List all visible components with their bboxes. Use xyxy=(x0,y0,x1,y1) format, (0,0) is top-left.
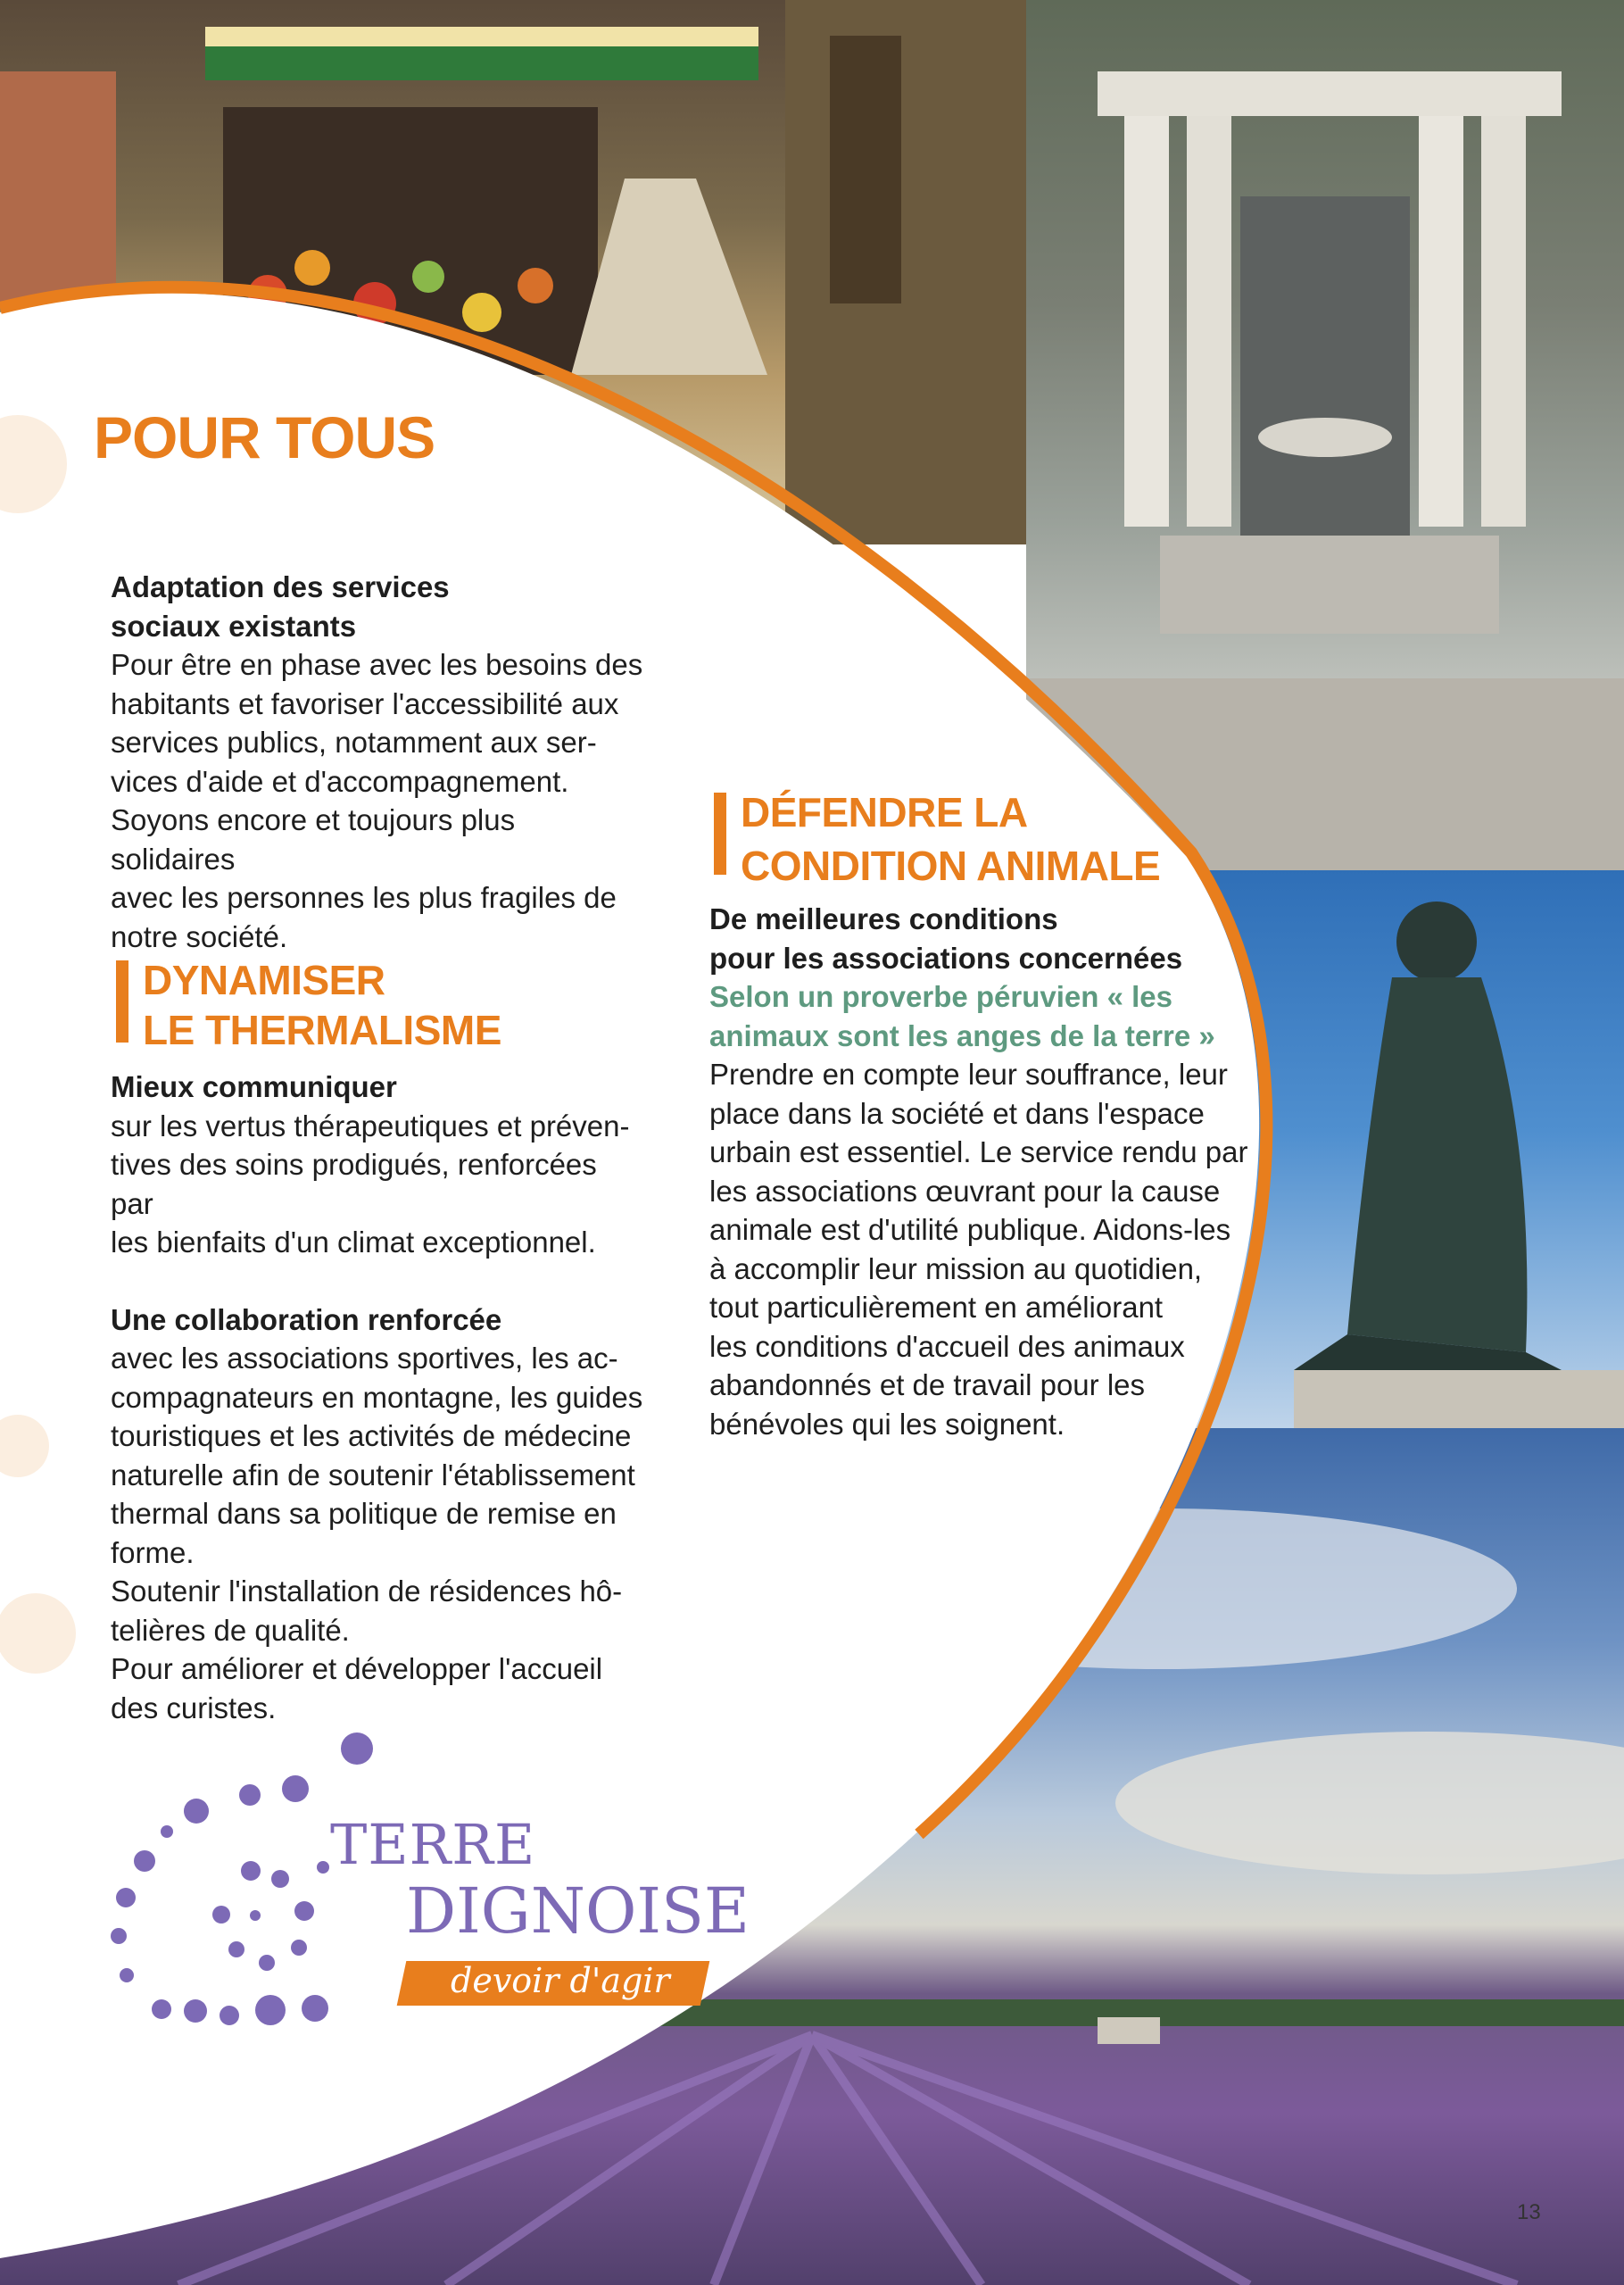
logo-dot xyxy=(302,1995,328,2022)
logo-dot xyxy=(228,1941,244,1957)
section-title-line: DÉFENDRE LA xyxy=(741,789,1028,835)
text-line: vices d'aide et d'accompagnement. xyxy=(111,764,569,798)
text-line: habitants et favoriser l'accessibilité aux xyxy=(111,686,619,720)
text-line: place dans la société et dans l'espace xyxy=(709,1096,1205,1130)
text-line: animale est d'utilité publique. Aidons-les xyxy=(709,1213,1231,1246)
text-line: les associations œuvrant pour la cause xyxy=(709,1174,1221,1208)
text-line: bénévoles qui les soignent. xyxy=(709,1407,1065,1441)
text-line: forme. xyxy=(111,1535,195,1569)
section-title-line: CONDITION ANIMALE xyxy=(741,843,1161,889)
subheading: Mieux communiquer xyxy=(111,1070,397,1103)
text-line: tives des soins prodigués, renforcées par xyxy=(111,1148,597,1220)
text-line: Prendre en compte leur souffrance, leur xyxy=(709,1058,1228,1091)
text-line: notre société. xyxy=(111,919,288,953)
text-line: Soutenir l'installation de résidences hô- xyxy=(111,1575,623,1608)
text-line: à accomplir leur mission au quotidien, xyxy=(709,1251,1203,1285)
logo-dot xyxy=(239,1784,261,1806)
text-line: Pour améliorer et développer l'accueil xyxy=(111,1652,603,1685)
text-line: Pour être en phase avec les besoins des xyxy=(111,648,643,681)
logo-dot xyxy=(241,1861,261,1881)
logo-dot xyxy=(152,1999,171,2019)
logo-dot xyxy=(271,1870,289,1888)
block-title: Adaptation des services xyxy=(111,570,450,603)
logo-dot xyxy=(184,1799,209,1824)
subheading: Une collaboration renforcée xyxy=(111,1302,502,1336)
logo-dot xyxy=(250,1910,261,1921)
logo-dot xyxy=(134,1850,155,1872)
section-bar xyxy=(116,960,128,1043)
logo-dot xyxy=(161,1825,173,1838)
section-title-line: DYNAMISER xyxy=(143,957,385,1003)
thermalisme-section-title xyxy=(116,953,651,1060)
section-title-line: LE THERMALISME xyxy=(143,1007,501,1053)
text-line: avec les associations sportives, les ac- xyxy=(111,1342,618,1375)
logo-dot xyxy=(111,1928,127,1944)
block-title: sociaux existants xyxy=(111,609,357,643)
logo-dot xyxy=(255,1995,286,2025)
terre-dignoise-logo xyxy=(107,1727,750,2057)
text-line: abandonnés et de travail pour les xyxy=(709,1368,1146,1401)
logo-dot xyxy=(341,1732,373,1765)
text-line: les conditions d'accueil des animaux xyxy=(709,1329,1185,1363)
logo-dot xyxy=(120,1968,134,1982)
text-line: avec les personnes les plus fragiles de xyxy=(111,881,617,914)
logo-dot xyxy=(317,1861,329,1874)
logo-text-dignoise: DIGNOISE xyxy=(406,1874,750,1948)
text-line: des curistes. xyxy=(111,1691,277,1724)
logo-dot xyxy=(116,1888,136,1907)
animal-section-title xyxy=(714,785,1214,893)
text-line: tout particulièrement en améliorant xyxy=(709,1291,1164,1324)
logo-text-terre: TERRE xyxy=(330,1812,536,1877)
logo-tagline: devoir d'agir xyxy=(451,1961,670,2000)
text-line: les bienfaits d'un climat exceptionnel. xyxy=(111,1226,596,1259)
logo-dot xyxy=(282,1775,309,1802)
logo-dot xyxy=(294,1901,314,1921)
text-line: sur les vertus thérapeutiques et préven- xyxy=(111,1109,630,1142)
subheading: De meilleures conditions xyxy=(709,902,1058,935)
logo-dot xyxy=(220,2006,239,2025)
text-line: Soyons encore et toujours plus solidaires xyxy=(111,803,516,876)
text-line: naturelle afin de soutenir l'établissement xyxy=(111,1458,635,1491)
text-line: compagnateurs en montagne, les guides xyxy=(111,1380,643,1414)
logo-dot xyxy=(184,1999,207,2023)
proverb-quote: Selon un proverbe péruvien « les xyxy=(709,980,1172,1013)
page-number: 13 xyxy=(1517,2200,1541,2224)
logo-dot xyxy=(212,1906,230,1924)
social-services-block xyxy=(111,568,646,956)
thermalisme-block xyxy=(111,1068,646,1727)
text-line: touristiques et les activités de médecine xyxy=(111,1419,632,1452)
text-line: services publics, notamment aux ser- xyxy=(111,726,597,759)
section-bar xyxy=(714,793,726,875)
text-line: thermal dans sa politique de remise en xyxy=(111,1497,617,1530)
page-heading: POUR TOUS xyxy=(94,404,435,470)
proverb-quote: animaux sont les anges de la terre » xyxy=(709,1018,1215,1052)
subheading: pour les associations concernées xyxy=(709,941,1183,975)
text-line: urbain est essentiel. Le service rendu par xyxy=(709,1135,1248,1168)
logo-dot xyxy=(259,1955,275,1971)
animal-block xyxy=(709,900,1254,1443)
logo-dot xyxy=(291,1940,307,1956)
text-line: telières de qualité. xyxy=(111,1613,350,1647)
